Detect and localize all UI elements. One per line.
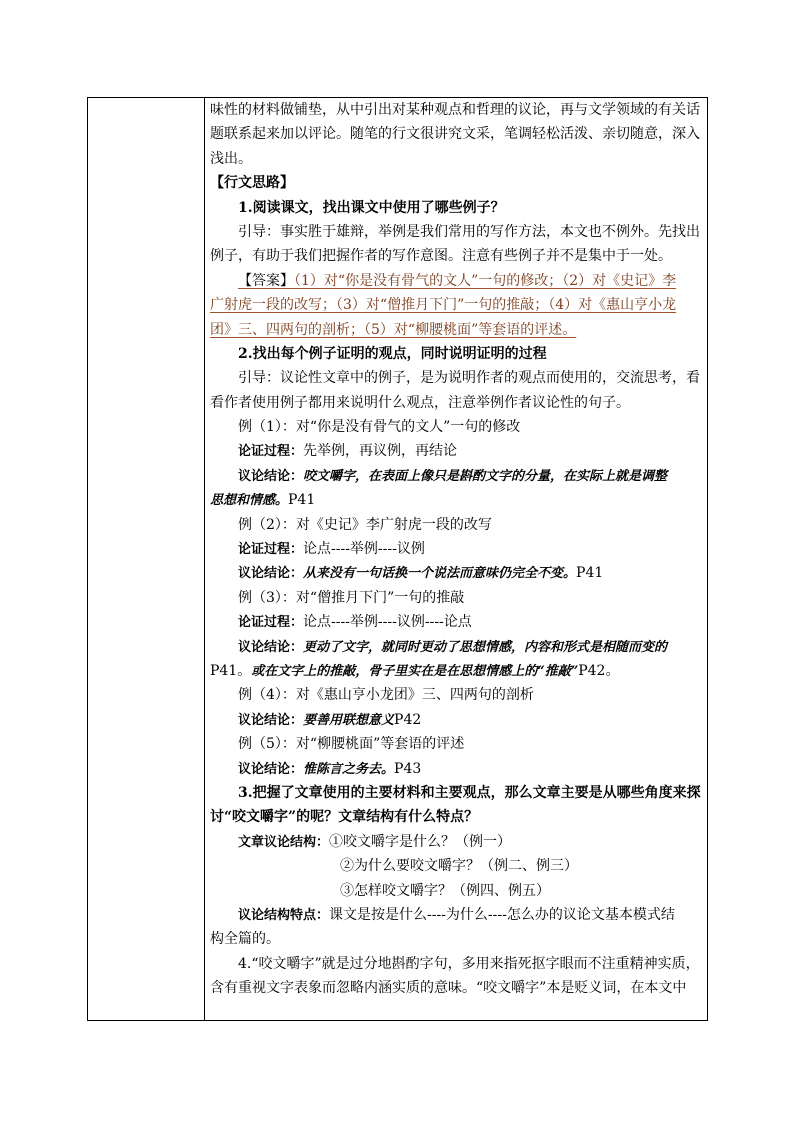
argument-label: 论证过程： xyxy=(238,615,304,631)
answer-tag: 【答案】 xyxy=(238,272,294,289)
structure-label: 议论结构特点： xyxy=(238,907,330,923)
conclusion-emphasis: 咬文嚼字，在表面上像只是斟酌文字的分量，在实际上就是调整 xyxy=(303,468,668,484)
conclusion-label: 议论结论： xyxy=(238,761,304,777)
conclusion-line xyxy=(210,635,701,659)
question-heading: 3.把握了文章使用的主要材料和主要观点，那么文章主要是从哪些角度来探 xyxy=(238,784,701,801)
question-heading: 2.找出每个例子证明的观点，同时说明证明的过程 xyxy=(238,345,547,362)
conclusion-line xyxy=(210,561,701,585)
example-line: 例（2）：对《史记》李广射虎一段的改写 xyxy=(238,516,492,533)
argument-text: 先举例，再议例，再结论 xyxy=(303,443,458,460)
text-line: 看作者使用例子都用来说明什么观点，注意举例作者议论性的句子。 xyxy=(210,394,630,411)
example-line: 例（1）：对“你是没有骨气的文人”一句的修改 xyxy=(238,419,521,436)
text-line: 引导：议论性文章中的例子，是为说明作者的观点而使用的，交流思考，看 xyxy=(238,370,700,387)
text-line: 含有重视文字表象而忽略内涵实质的意味。“咬文嚼字”本是贬义词，在本文中 xyxy=(210,980,687,997)
conclusion-line xyxy=(210,659,701,683)
conclusion-line xyxy=(210,708,701,732)
answer-text: （1）对“你是没有骨气的文人”一句的修改；（2）对《史记》李 xyxy=(294,272,677,289)
conclusion-line xyxy=(210,488,701,512)
conclusion-emphasis: 要善用联想意义 xyxy=(303,712,395,728)
structure-line xyxy=(210,830,701,854)
argument-text: 论点----举例----议例----论点 xyxy=(303,614,472,631)
column-divider xyxy=(204,98,205,1020)
page-ref: P41。 xyxy=(210,662,252,679)
page-ref: P43 xyxy=(394,760,422,777)
structure-text: 课文是按是什么----为什么----怎么办的议论文基本模式结 xyxy=(329,906,675,923)
lesson-content xyxy=(210,98,701,1000)
argument-text: 论点----举例----议例 xyxy=(303,541,425,558)
conclusion-line xyxy=(210,464,701,488)
conclusion-line xyxy=(210,757,701,781)
conclusion-emphasis: 更动了文字，就同时更动了思想情感，内容和形式是相随而变的 xyxy=(303,639,668,655)
structure-line xyxy=(210,903,701,927)
structure-label: 文章议论结构： xyxy=(238,834,330,850)
example-line: 例（5）：对“柳腰桃面”等套语的评述 xyxy=(238,736,465,753)
structure-line: ②为什么要咬文嚼字？（例二、例三） xyxy=(340,858,578,875)
conclusion-emphasis: 或在文字上的推敲，骨子里实在是在思想情感上的“推敲” xyxy=(251,663,579,679)
argument-label: 论证过程： xyxy=(238,542,304,558)
text-line: 味性的材料做铺垫，从中引出对某种观点和哲理的议论，再与文学领域的有关话 xyxy=(210,102,700,118)
argument-label: 论证过程： xyxy=(238,444,304,460)
conclusion-label: 议论结论： xyxy=(238,712,304,728)
text-line: 浅出。 xyxy=(210,150,252,167)
text-line: 题联系起来加以评论。随笔的行文很讲究文采，笔调轻松活泼、亲切随意，深入 xyxy=(210,126,700,143)
text-line: 构全篇的。 xyxy=(210,931,280,948)
section-heading: 【行文思路】 xyxy=(210,175,294,192)
question-heading: 讨“咬文嚼字”的呢？文章结构有什么特点？ xyxy=(210,809,479,826)
argument-line xyxy=(210,439,701,463)
page-ref: P42 xyxy=(394,711,422,728)
argument-line xyxy=(210,610,701,634)
answer-line: 广射虎一段的改写；（3）对“僧推月下门”一句的推敲；（4）对《惠山亨小龙 xyxy=(210,297,677,314)
conclusion-label: 议论结论： xyxy=(238,566,304,582)
page-ref: P41 xyxy=(288,492,316,509)
structure-text: ①咬文嚼字是什么？（例一） xyxy=(329,833,512,850)
example-line: 例（3）：对“僧推月下门”一句的推敲 xyxy=(238,589,465,606)
question-heading: 4.“咬文嚼字”就是过分地斟酌字句，多用来指死抠字眼而不注重精神实质， xyxy=(238,955,700,972)
page-ref: P41 xyxy=(576,565,604,582)
example-line: 例（4）：对《惠山亨小龙团》三、四两句的剖析 xyxy=(238,687,534,704)
question-heading: 1.阅读课文，找出课文中使用了哪些例子？ xyxy=(238,199,505,216)
conclusion-emphasis: 从来没有一句话换一个说法而意味仍完全不变。 xyxy=(303,566,577,582)
page-ref: P42。 xyxy=(578,662,620,679)
conclusion-emphasis: 惟陈言之务去。 xyxy=(303,761,395,777)
argument-line xyxy=(210,537,701,561)
lesson-table xyxy=(87,97,708,1021)
structure-line: ③怎样咬文嚼字？（例四、例五） xyxy=(340,882,550,899)
conclusion-label: 议论结论： xyxy=(238,639,304,655)
conclusion-label: 议论结论： xyxy=(238,468,304,484)
answer-line xyxy=(210,269,701,293)
text-line: 引导：事实胜于雄辩，举例是我们常用的写作方法，本文也不例外。先找出 xyxy=(238,223,700,240)
text-line: 例子，有助于我们把握作者的写作意图。注意有些例子并不是集中于一处。 xyxy=(210,248,672,265)
answer-line: 团》三、四两句的剖析；（5）对“柳腰桃面”等套语的评述。 xyxy=(210,321,577,338)
conclusion-emphasis: 思想和情感。 xyxy=(210,493,289,509)
